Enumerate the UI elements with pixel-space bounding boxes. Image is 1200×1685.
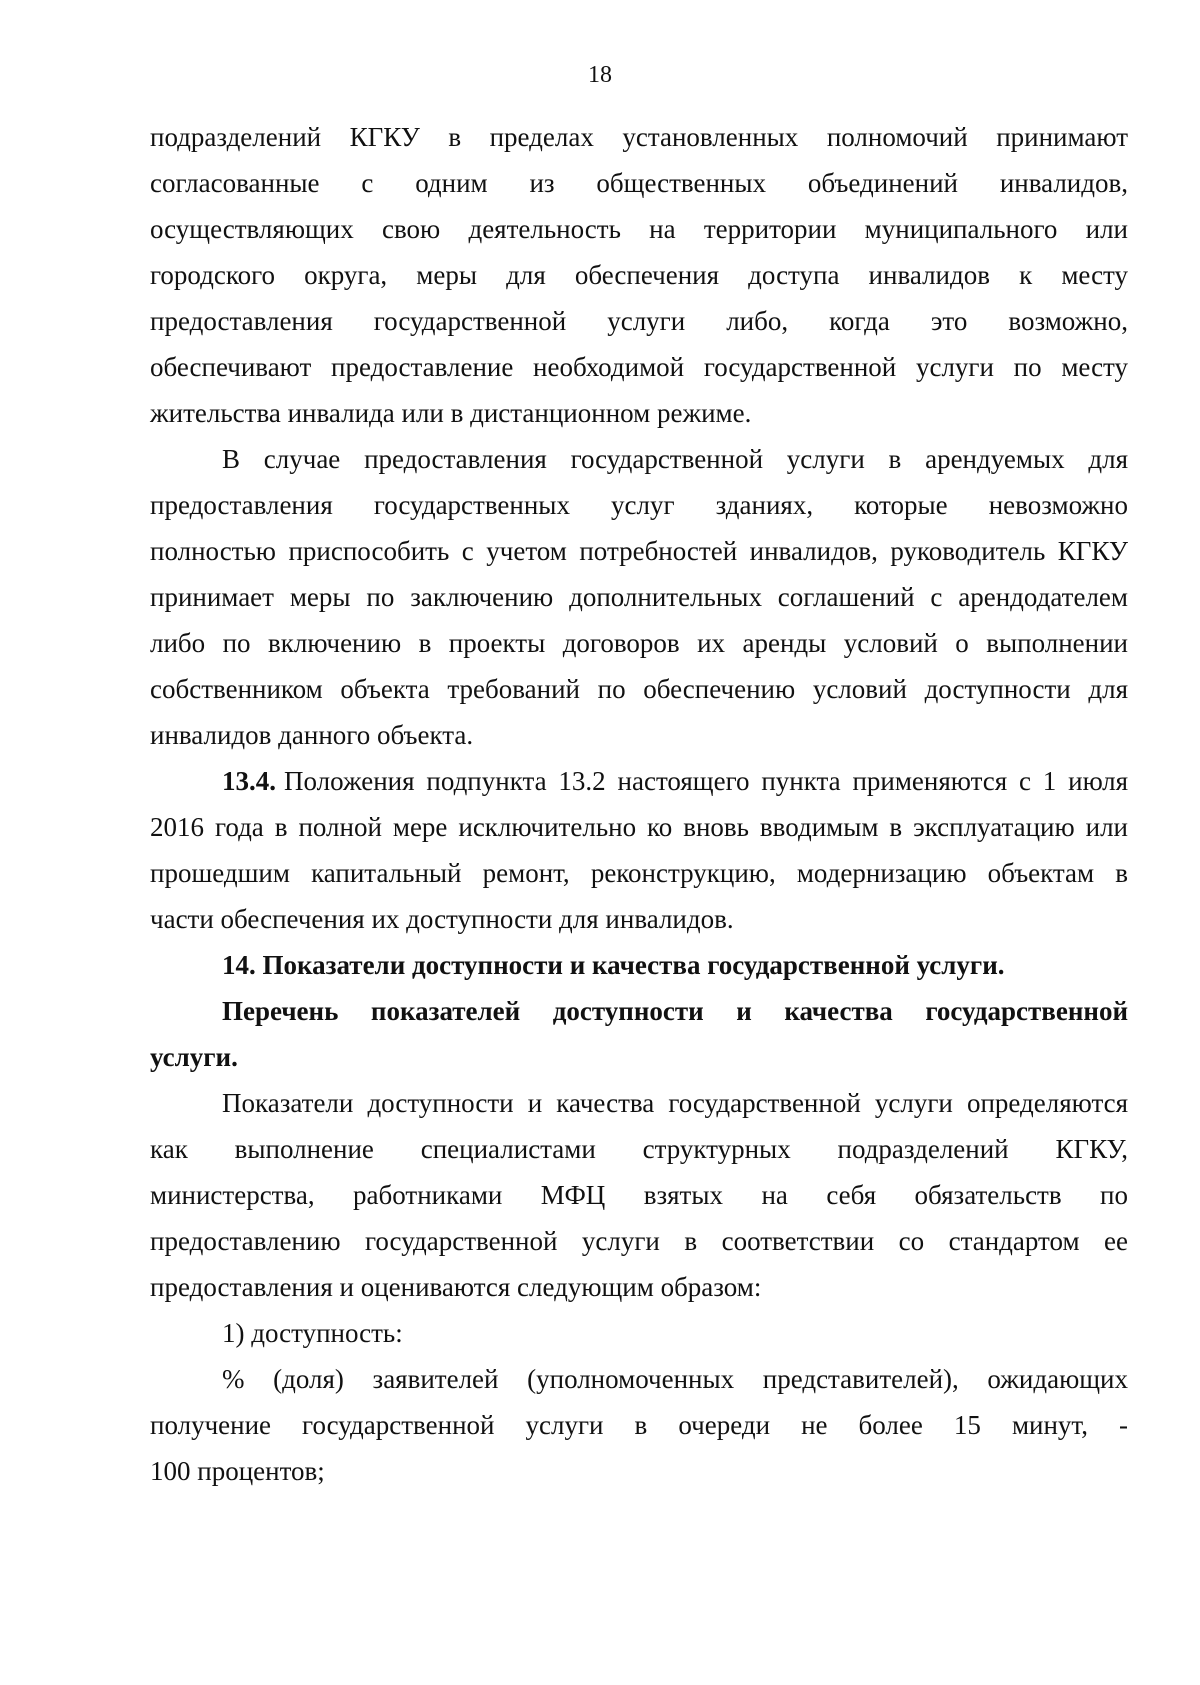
text-line	[222, 764, 1128, 798]
clause-text: Положения подпункта 13.2 настоящего пункта применяются с 1 июля	[284, 766, 1128, 796]
list-item: 1) доступность:	[222, 1318, 403, 1348]
text-line: городского округа, меры для обеспечения доступа инвалидов к месту	[150, 260, 1128, 290]
text-line: принимает меры по заключению дополнительных соглашений с арендодателем	[150, 582, 1128, 612]
text-line: обеспечивают предоставление необходимой государственной услуги по месту	[150, 352, 1128, 382]
text-line: как выполнение специалистами структурных подразделений КГКУ,	[150, 1134, 1128, 1164]
text-line: подразделений КГКУ в пределах установленных полномочий принимают	[150, 122, 1128, 152]
text-line: 100 процентов;	[150, 1456, 325, 1486]
text-line: В случае предоставления государственной услуги в арендуемых для	[222, 444, 1128, 474]
text-line: предоставления государственной услуги либо, когда это возможно,	[150, 306, 1128, 336]
text-line: Показатели доступности и качества государственной услуги определяются	[222, 1088, 1128, 1118]
subsection-heading: Перечень показателей доступности и качества государственной	[222, 996, 1128, 1026]
text-line: 2016 года в полной мере исключительно ко вновь вводимым в эксплуатацию или	[150, 812, 1128, 842]
text-line: собственником объекта требований по обеспечению условий доступности для	[150, 674, 1128, 704]
text-line: министерства, работниками МФЦ взятых на себя обязательств по	[150, 1180, 1128, 1210]
text-line: жительства инвалида или в дистанционном режиме.	[150, 398, 752, 428]
text-line: осуществляющих свою деятельность на территории муниципального или	[150, 214, 1128, 244]
clause-number: 13.4.	[222, 766, 276, 796]
page-number: 18	[588, 62, 612, 88]
text-line: % (доля) заявителей (уполномоченных представителей), ожидающих	[222, 1364, 1128, 1394]
subsection-heading-cont: услуги.	[150, 1042, 238, 1072]
text-line: получение государственной услуги в очереди не более 15 минут, -	[150, 1410, 1128, 1440]
text-line: инвалидов данного объекта.	[150, 720, 474, 750]
text-line: предоставления государственных услуг зданиях, которые невозможно	[150, 490, 1128, 520]
text-line: части обеспечения их доступности для инвалидов.	[150, 904, 734, 934]
text-line: либо по включению в проекты договоров их аренды условий о выполнении	[150, 628, 1128, 658]
text-line: полностью приспособить с учетом потребностей инвалидов, руководитель КГКУ	[150, 536, 1128, 566]
text-line: согласованные с одним из общественных объединений инвалидов,	[150, 168, 1128, 198]
text-line: прошедшим капитальный ремонт, реконструкцию, модернизацию объектам в	[150, 858, 1128, 888]
text-line: предоставления и оцениваются следующим образом:	[150, 1272, 762, 1302]
text-line: предоставлению государственной услуги в соответствии со стандартом ее	[150, 1226, 1128, 1256]
section-heading: 14. Показатели доступности и качества государственной услуги.	[222, 950, 1005, 980]
